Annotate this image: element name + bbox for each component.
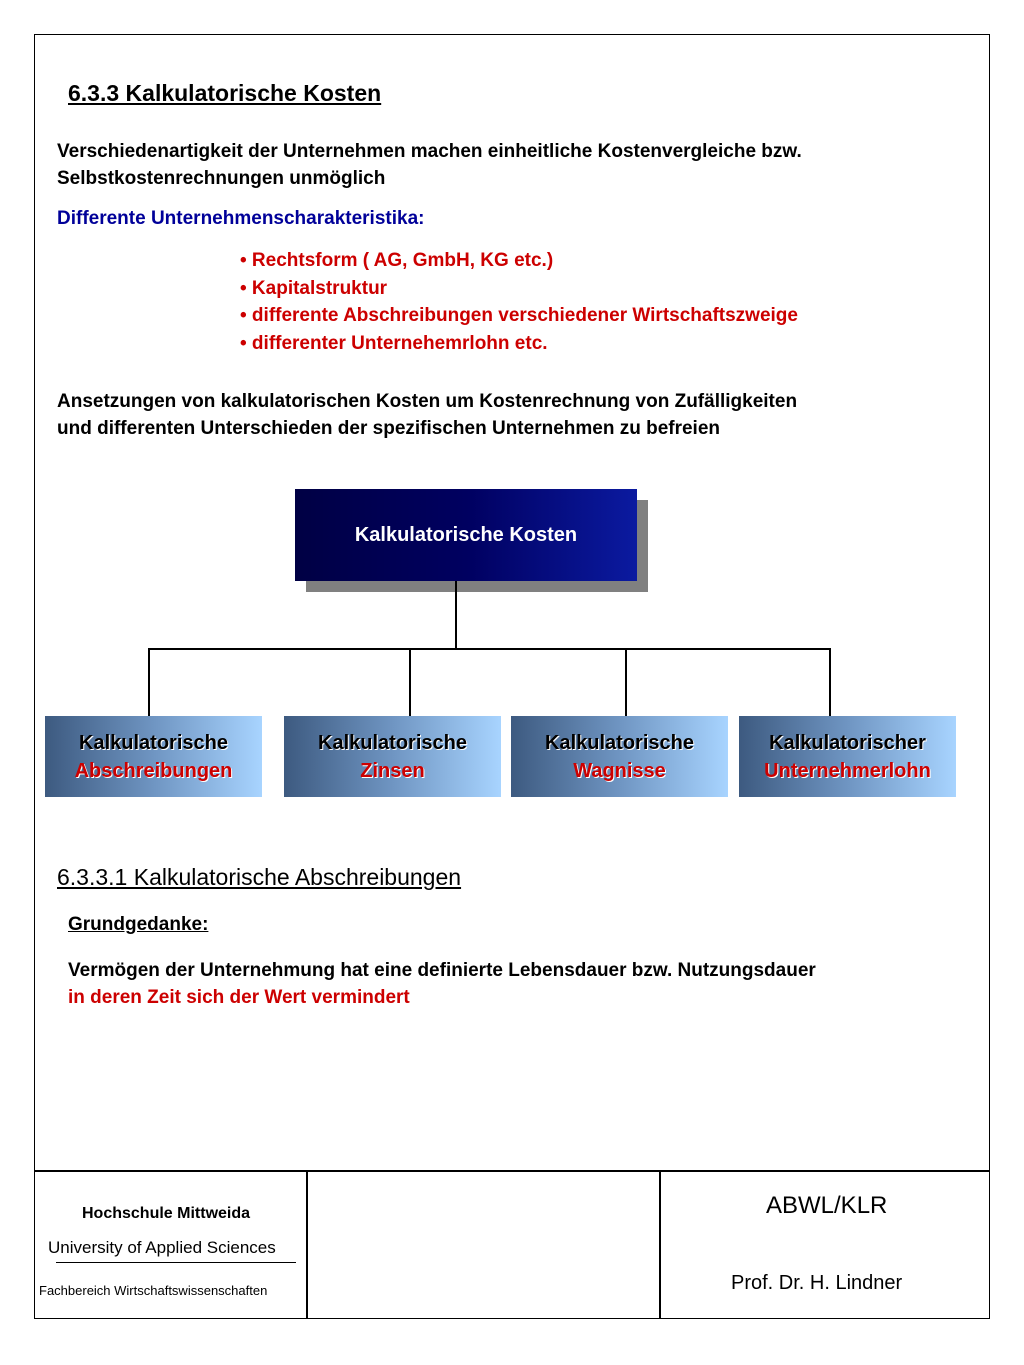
- node-label-1: Kalkulatorische: [545, 731, 694, 754]
- node-label-1: Kalkulatorische: [318, 731, 467, 754]
- footer-department: Fachbereich Wirtschaftswissenschaften: [39, 1283, 268, 1298]
- footer-professor: Prof. Dr. H. Lindner: [731, 1272, 903, 1294]
- connector-child-3: [625, 648, 627, 716]
- connector-child-2: [409, 648, 411, 716]
- diagram-node-wagnisse: [511, 716, 728, 797]
- node-label-1: Kalkulatorische: [79, 731, 228, 754]
- list-item: • differenter Unternehemrlohn etc.: [240, 332, 548, 354]
- connector-child-4: [829, 648, 831, 716]
- footer-school: Hochschule Mittweida: [82, 1205, 251, 1222]
- node-label-2: Unternehmerlohn: [764, 759, 931, 782]
- connector-horizontal: [148, 648, 831, 650]
- diagram-root-node: Kalkulatorische Kosten: [295, 489, 637, 581]
- page-title: 6.3.3 Kalkulatorische Kosten: [68, 80, 382, 106]
- section-subheading: Grundgedanke:: [68, 914, 209, 935]
- list-item: • differente Abschreibungen verschiedener Wirtschaftszweige: [240, 305, 798, 326]
- section-text: [68, 957, 816, 1011]
- characteristics-list: [240, 247, 798, 357]
- intro-line-1: Verschiedenartigkeit der Unternehmen machen einheitliche Kostenvergleiche bzw.: [57, 141, 802, 162]
- intro-text: [57, 138, 802, 192]
- diagram-node-unternehmerlohn: [739, 716, 956, 797]
- connector-child-1: [148, 648, 150, 716]
- node-label-1: Kalkulatorischer: [769, 731, 926, 754]
- footer-course: ABWL/KLR: [766, 1192, 888, 1219]
- purpose-text: [57, 388, 797, 442]
- characteristics-label: Differente Unternehmenscharakteristika:: [57, 208, 425, 229]
- purpose-line-2: und differenten Unterschieden der spezifischen Unternehmen zu befreien: [57, 418, 721, 439]
- footer-university: University of Applied Sciences: [48, 1238, 276, 1257]
- section-text-red-line: in deren Zeit sich der Wert vermindert: [68, 987, 410, 1008]
- node-label-2: Zinsen: [360, 759, 425, 782]
- node-label-2: Wagnisse: [573, 759, 666, 782]
- list-item: • Rechtsform ( AG, GmbH, KG etc.): [240, 250, 554, 271]
- footer-column-divider-1: [306, 1170, 308, 1319]
- diagram-node-abschreibungen: [45, 716, 262, 797]
- footer-university-underline: [56, 1262, 296, 1263]
- section-heading: 6.3.3.1 Kalkulatorische Abschreibungen: [57, 864, 462, 890]
- node-label-2: Abschreibungen: [74, 759, 233, 782]
- intro-line-2: Selbstkostenrechnungen unmöglich: [57, 168, 386, 189]
- section-text-line: Vermögen der Unternehmung hat eine definierte Lebensdauer bzw. Nutzungsdauer: [68, 960, 816, 981]
- footer-divider: [34, 1170, 990, 1172]
- connector-vertical-root: [455, 581, 457, 648]
- purpose-line-1: Ansetzungen von kalkulatorischen Kosten um Kostenrechnung von Zufälligkeiten: [57, 391, 798, 412]
- diagram-node-zinsen: [284, 716, 501, 797]
- list-item: • Kapitalstruktur: [240, 277, 388, 299]
- footer-column-divider-2: [659, 1170, 661, 1319]
